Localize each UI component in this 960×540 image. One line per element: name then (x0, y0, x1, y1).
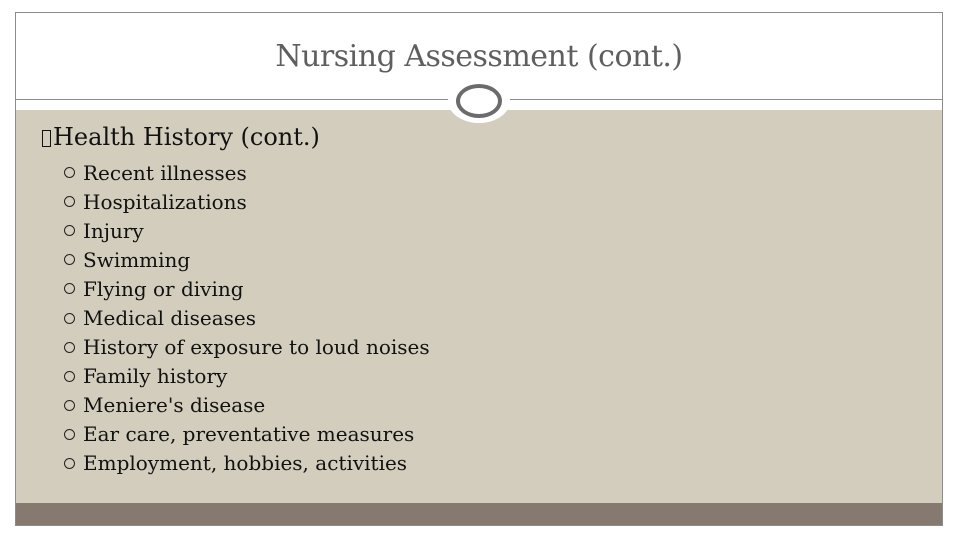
list-item-text: Employment, hobbies, activities (83, 451, 408, 476)
list-item (64, 449, 430, 478)
list-item-text: Family history (83, 364, 228, 389)
list-item-text: History of exposure to loud noises (83, 335, 430, 360)
circle-bullet-icon (64, 283, 75, 294)
list-item-text: Injury (83, 218, 144, 243)
list-item (64, 420, 430, 449)
list-item (64, 158, 430, 187)
circle-bullet-icon (64, 371, 75, 382)
box-bullet-icon (42, 130, 51, 147)
circle-bullet-icon (64, 225, 75, 236)
list-item (64, 187, 430, 216)
circle-bullet-icon (64, 458, 75, 469)
circle-bullet-icon (64, 313, 75, 324)
circle-bullet-icon (64, 167, 75, 178)
list-item (64, 333, 430, 362)
section-heading (42, 123, 320, 151)
slide-title: Nursing Assessment (cont.) (275, 39, 683, 74)
list-item-text: Flying or diving (83, 276, 244, 301)
circle-bullet-icon (64, 342, 75, 353)
list-item-text: Meniere's disease (83, 393, 266, 418)
ring-icon (456, 84, 502, 118)
section-heading-text: Health History (cont.) (53, 123, 320, 151)
list-item (64, 303, 430, 332)
list-item (64, 362, 430, 391)
list-item-text: Ear care, preventative measures (83, 422, 415, 447)
circle-bullet-icon (64, 196, 75, 207)
list-item (64, 216, 430, 245)
circle-bullet-icon (64, 400, 75, 411)
list-item (64, 245, 430, 274)
list-item (64, 391, 430, 420)
list-item-text: Medical diseases (83, 306, 256, 331)
circle-bullet-icon (64, 254, 75, 265)
item-list (64, 158, 430, 478)
slide (15, 12, 943, 526)
list-item-text: Swimming (83, 247, 191, 272)
circle-bullet-icon (64, 429, 75, 440)
footer-bar (16, 503, 942, 526)
list-item-text: Recent illnesses (83, 160, 247, 185)
list-item (64, 274, 430, 303)
list-item-text: Hospitalizations (83, 189, 247, 214)
